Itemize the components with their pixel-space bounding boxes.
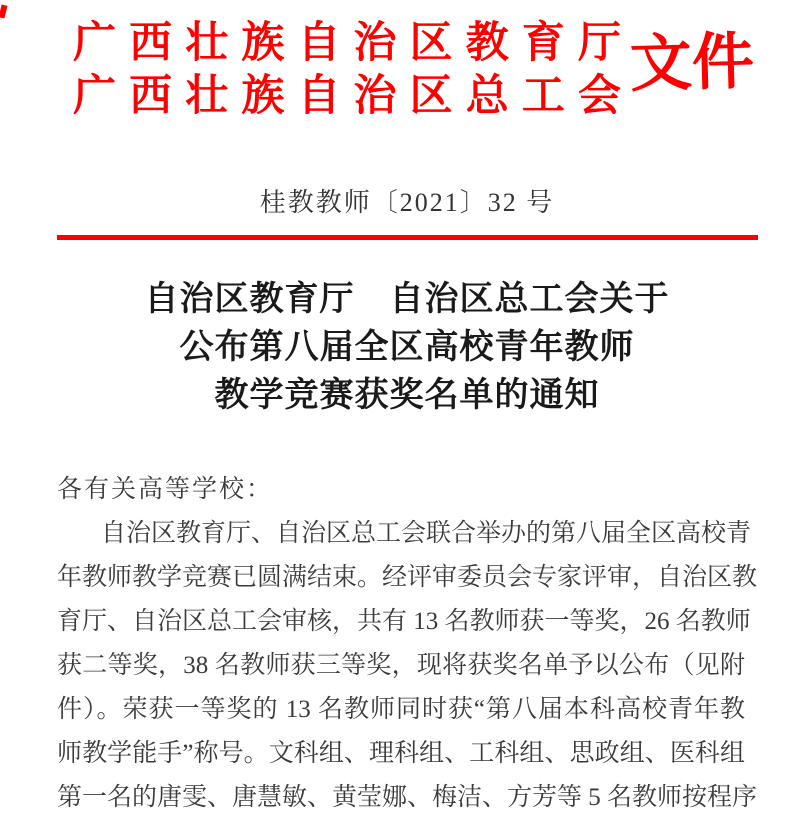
title-line-3: 教学竞赛获奖名单的通知 — [214, 377, 600, 414]
scan-artifact-speck — [0, 4, 7, 18]
doc-number: 桂教教师〔2021〕32 号 — [259, 188, 555, 217]
document-title — [57, 276, 757, 420]
paragraph-line: 件）。荣获一等奖的 13 名教师同时获“第八届本科高校青年教 — [57, 696, 745, 723]
doc-type-label: 文 件 — [629, 28, 755, 100]
paragraph-line: 育厅、自治区总工会审核，共有 13 名教师获一等奖，26 名教师 — [57, 608, 751, 635]
paragraph-line: 自治区教育厅、自治区总工会联合举办的第八届全区高校青 — [101, 520, 752, 547]
issuer-name-federation-of-trade-unions: 广 西 壮 族 自 治 区 总 工 会 — [73, 73, 621, 120]
letterhead — [73, 17, 621, 123]
paragraph-line: 第一名的唐雯、唐慧敏、黄莹娜、梅洁、方芳等 5 名教师按程序 — [57, 784, 758, 811]
paragraph-line: 年教师教学竞赛已圆满结束。经评审委员会专家评审，自治区教 — [57, 564, 758, 591]
issuer-name-education-department: 广 西 壮 族 自 治 区 教 育 厅 — [73, 20, 621, 67]
red-divider-rule — [57, 235, 758, 240]
document-body — [57, 468, 758, 820]
paragraph-line: 师教学能手”称号。文科组、理科组、工科组、思政组、医科组 — [57, 740, 745, 767]
title-line-1: 自治区教育厅 自治区总工会关于 — [144, 281, 670, 318]
salutation: 各有关高等学校： — [57, 476, 274, 503]
paragraph-line: 获二等奖，38 名教师获三等奖，现将获奖名单予以公布（见附 — [57, 652, 745, 679]
title-line-2: 公布第八届全区高校青年教师 — [179, 329, 635, 366]
